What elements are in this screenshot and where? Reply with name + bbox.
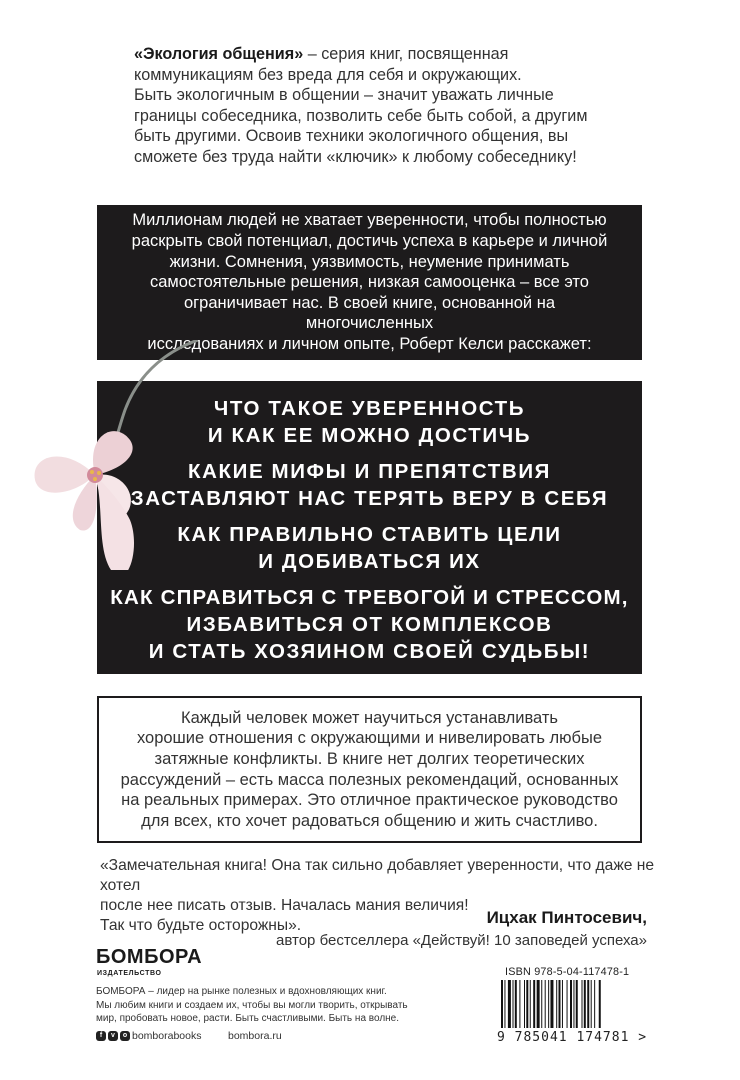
intro-line: сможете без труда найти «ключик» к любому собеседнику! <box>134 147 577 166</box>
highlight-line: ЗАСТАВЛЯЮТ НАС ТЕРЯТЬ ВЕРУ В СЕБЯ <box>130 487 609 510</box>
description-line: исследованиях и личном опыте, Роберт Келси расскажет: <box>147 334 592 353</box>
highlight-line: КАК ПРАВИЛЬНО СТАВИТЬ ЦЕЛИ <box>177 523 562 546</box>
description-line: ограничивает нас. В своей книге, основанной на многочисленных <box>183 293 555 333</box>
description-line: жизни. Сомнения, уязвимость, неумение принимать <box>169 252 570 271</box>
barcode-bar <box>584 980 586 1028</box>
publisher-description <box>96 985 516 1026</box>
barcode-bar <box>594 980 595 1028</box>
intro-line: Быть экологичным в общении – значит уважать личные <box>134 86 554 105</box>
description-line: самостоятельные решения, низкая самооценка – все это <box>150 273 589 292</box>
barcode-bar <box>504 980 505 1028</box>
summary-box <box>97 696 642 843</box>
barcode-bar <box>562 980 563 1028</box>
odnoklassniki-icon: o <box>120 1031 130 1041</box>
barcode-bar <box>582 980 583 1028</box>
publisher-line: Мы любим книги и создаем их, чтобы вы могли творить, открывать <box>96 999 408 1011</box>
barcode-bar <box>526 980 528 1028</box>
summary-line: затяжные конфликты. В книге нет долгих теоретических <box>154 749 585 768</box>
summary-line: Каждый человек может научиться устанавливать <box>180 708 559 727</box>
barcode-number: 9 785041 174781 > <box>497 1030 648 1045</box>
barcode-bar <box>501 980 503 1028</box>
publisher-logo-subtitle: ИЗДАТЕЛЬСТВО <box>97 970 162 977</box>
social-handle: bomborabooks <box>132 1030 202 1042</box>
intro-line: – серия книг, посвященная <box>303 45 509 63</box>
series-name: «Экология общения» <box>134 45 304 63</box>
publisher-website: bombora.ru <box>228 1030 282 1042</box>
vk-icon: v <box>108 1031 118 1041</box>
summary-line: на реальных примерах. Это отличное практическое руководство <box>121 791 618 810</box>
barcode-graphic <box>499 980 639 1030</box>
publisher-line: мир, пробовать новое, расти. Быть счастливыми. Быть на волне. <box>96 1013 400 1024</box>
barcode-bar <box>519 980 520 1028</box>
highlight-line: И ДОБИВАТЬСЯ ИХ <box>258 550 481 573</box>
publisher-line: БОМБОРА – лидер на рынке полезных и вдохновляющих книг. <box>96 986 387 997</box>
review-author-description: автор бестселлера «Действуй! 10 заповедей успеха» <box>276 932 647 949</box>
description-line: Миллионам людей не хватает уверенности, чтобы полностью <box>132 211 607 230</box>
barcode-bar <box>587 980 589 1028</box>
review-line: Так что будьте осторожны». <box>100 917 302 934</box>
barcode-bar <box>513 980 514 1028</box>
intro-line: быть другими. Освоив техники экологичного общения, вы <box>134 127 569 146</box>
barcode-bar <box>599 980 601 1028</box>
description-line: раскрыть свой потенциал, достичь успеха в карьере и личной <box>131 232 608 251</box>
summary-line: для всех, кто хочет радоваться общению и жить счастливо. <box>141 811 598 830</box>
barcode-bar <box>591 980 592 1028</box>
barcode-bar <box>545 980 546 1028</box>
barcode-bar <box>530 980 531 1028</box>
highlight-line: ЧТО ТАКОЕ УВЕРЕННОСТЬ <box>213 397 526 420</box>
highlight-line: КАК СПРАВИТЬСЯ С ТРЕВОГОЙ И СТРЕССОМ, <box>110 586 629 609</box>
barcode-bar <box>550 980 553 1028</box>
barcode-bar <box>556 980 557 1028</box>
barcode-bar <box>524 980 525 1028</box>
review-line: «Замечательная книга! Она так сильно добавляет уверенности, что даже не хотел <box>100 857 655 894</box>
summary-line: рассуждений – есть масса полезных рекомендаций, основанных <box>120 770 619 789</box>
series-intro <box>134 44 614 168</box>
highlight-line: КАКИЕ МИФЫ И ПРЕПЯТСТВИЯ <box>188 460 551 483</box>
barcode-bar <box>576 980 578 1028</box>
cherry-blossom-illustration <box>20 340 210 570</box>
review-author: Ицхак Пинтосевич, <box>486 908 647 927</box>
intro-line: границы собеседника, позволить себе быть собой, а другим <box>134 106 588 125</box>
intro-line: коммуникациям без вреда для себя и окружающих. <box>134 65 522 84</box>
description-box <box>97 205 642 360</box>
highlight-line: И СТАТЬ ХОЗЯИНОМ СВОЕЙ СУДЬБЫ! <box>148 640 591 663</box>
facebook-icon: f <box>96 1031 106 1041</box>
barcode-bar <box>573 980 574 1028</box>
highlight-line: И КАК ЕЕ МОЖНО ДОСТИЧЬ <box>207 424 532 447</box>
summary-line: хорошие отношения с окружающими и нивелировать любые <box>136 729 603 748</box>
barcode-bar <box>508 980 511 1028</box>
isbn-label: ISBN 978-5-04-117478-1 <box>505 966 630 978</box>
social-icons <box>96 1031 130 1041</box>
review-line: после нее писать отзыв. Началась мания величия! <box>100 897 469 914</box>
barcode-bar <box>541 980 542 1028</box>
barcode-bar <box>515 980 517 1028</box>
barcode-bar <box>537 980 540 1028</box>
publisher-logo: БОМБОРА <box>96 946 203 968</box>
highlight-line: ИЗБАВИТЬСЯ ОТ КОМПЛЕКСОВ <box>186 613 553 636</box>
barcode-bar <box>548 980 549 1028</box>
barcode-bar <box>567 980 568 1028</box>
barcode-bar <box>570 980 572 1028</box>
barcode-bar <box>533 980 535 1028</box>
barcode-bar <box>559 980 561 1028</box>
